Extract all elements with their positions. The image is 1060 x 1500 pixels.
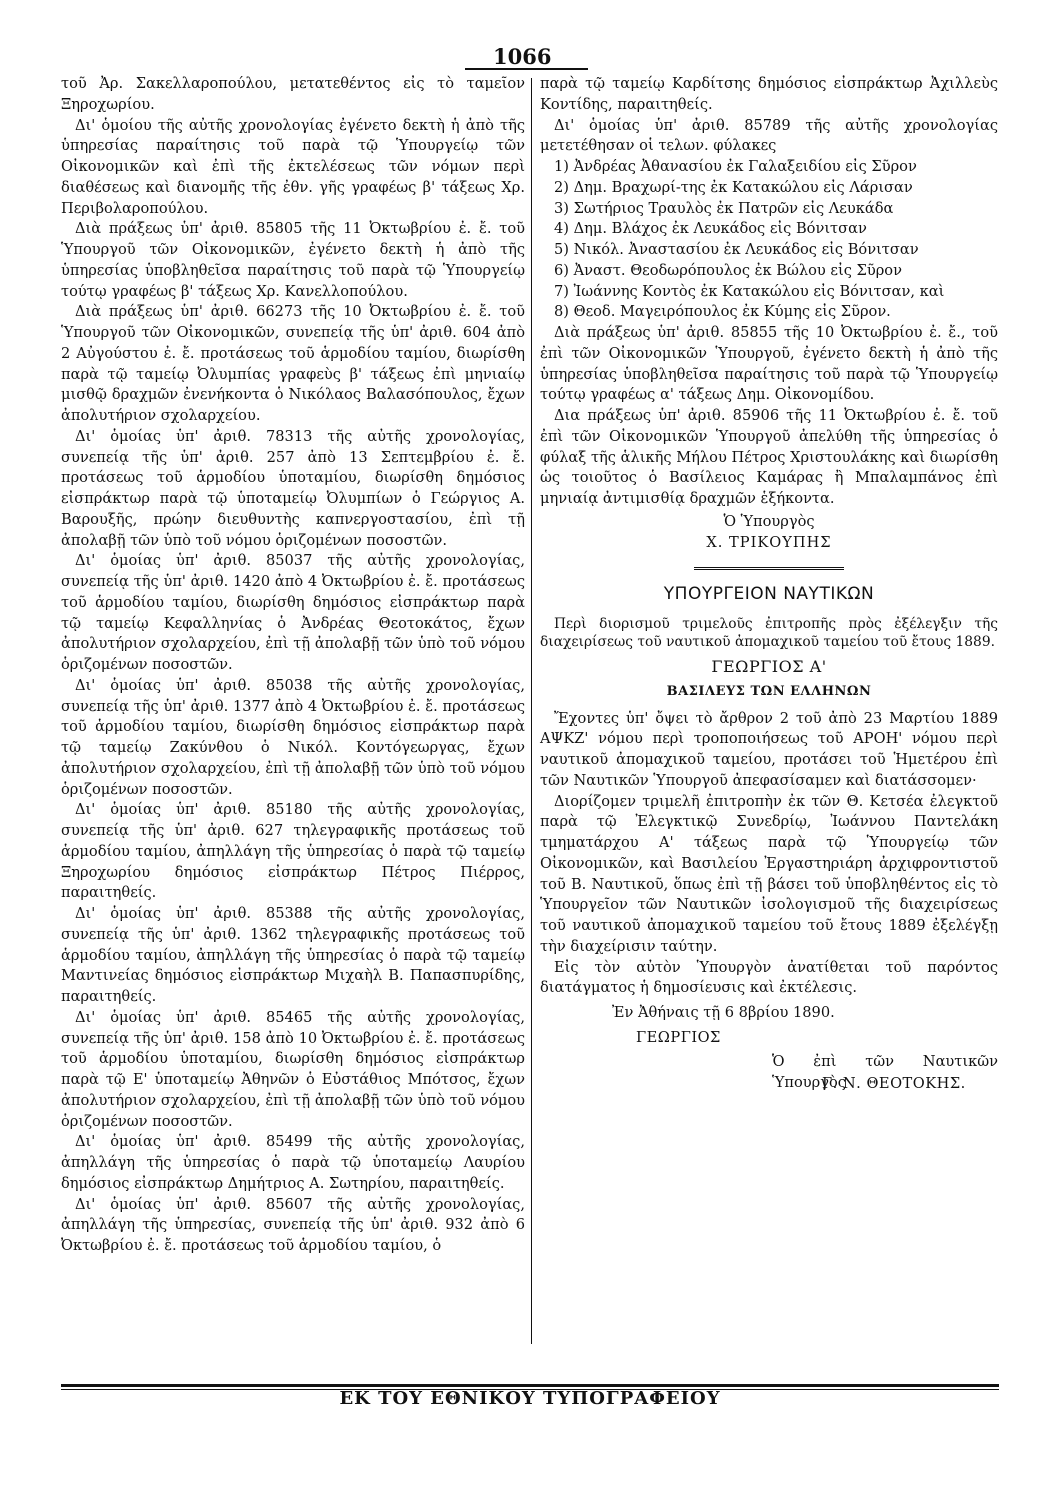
section-separator <box>694 567 844 570</box>
paragraph: Δια πράξεως ὑπ' ἀριθ. 85906 τῆς 11 Ὀκτωβρίου ἐ. ἔ. τοῦ ἐπὶ τῶν Οἰκονομικῶν Ὑπουργοῦ ἀπελύθη τῆς ὑπηρεσίας ὁ φύλαξ τῆς ἁλικῆς Μήλου Πέτρος Χριστουλάκης καὶ διωρίσθη ὡς τοιοῦτος ὁ Βασίλειος Καμάρας ἢ Μπαλαμπάνος ἐπὶ μηνιαίᾳ ἀντιμισθίᾳ δραχμῶν ἑξήκοντα. <box>540 407 998 507</box>
left-column <box>61 74 525 1257</box>
printer-imprint: ΕΚ ΤΟΥ ΕΘΝΙΚΟΥ ΤΥΠΟΓΡΑΦΕΙΟΥ <box>339 1388 721 1409</box>
column-divider <box>531 78 532 1344</box>
page-number: 1066 <box>493 44 552 69</box>
paragraph: Διὰ πράξεως ὑπ' ἀριθ. 66273 τῆς 10 Ὀκτωβρίου ἐ. ἔ. τοῦ Ὑπουργοῦ τῶν Οἰκονομικῶν, συνεπείᾳ τῆς ὑπ' ἀριθ. 604 ἀπὸ 2 Αὐγούστου ἐ. ἔ. προτάσεως τοῦ ἁρμοδίου ταμίου, διωρίσθη παρὰ τῷ ταμείῳ Ὀλυμπίας γραφεὺς β' τάξεως ἐπὶ μηνιαίῳ μισθῷ δραχμῶν ἐνενήκοντα ὁ Νικόλαος Βαλασόπουλος, ἔχων ἀπολυτήριον σχολαρχείου. <box>61 303 525 424</box>
ministry-heading: ΥΠΟΥΡΓΕΙΟΝ ΝΑΥΤΙΚΩΝ <box>663 584 875 605</box>
paragraph: Ἔχοντες ὑπ' ὄψει τὸ ἄρθρον 2 τοῦ ἀπὸ 23 Μαρτίου 1889 ΑΨΚΖ' νόμου περὶ τροποποιήσεως τοῦ ΑΡΟΗ' νόμου περὶ ναυτικοῦ ἀπομαχικοῦ ταμείου, προτάσει τοῦ Ἡμετέρου ἐπὶ τῶν Ναυτικῶν Ὑπουργοῦ ἀπεφασίσαμεν καὶ διατάσσομεν· <box>540 709 998 789</box>
king-title: ΒΑΣΙΛΕΥΣ ΤΩΝ ΕΛΛΗΝΩΝ <box>666 683 872 699</box>
list-item: 6) Ἀναστ. Θεοδωρόπουλος ἐκ Βώλου εἰς Σῦρον <box>554 261 902 279</box>
paragraph: Δι' ὁμοίας ὑπ' ἀριθ. 78313 τῆς αὐτῆς χρονολογίας, συνεπείᾳ τῆς ὑπ' ἀριθ. 257 ἀπὸ 13 Σεπτεμβρίου ἐ. ἔ. προτάσεως τοῦ ἁρμοδίου ὑποταμίου, διωρίσθη δημόσιος εἰσπράκτωρ παρὰ τῷ ὑποταμείῳ Ὀλυμπίων ὁ Γεώργιος Α. Βαρουξῆς, πρώην διευθυντὴς καπνεργοστασίου, ἐπὶ τῇ ἀπολαβῇ τῶν ὑπὸ τοῦ νόμου ὁριζομένων ποσοστῶν. <box>61 427 525 549</box>
decree-subject: Περὶ διορισμοῦ τριμελοῦς ἐπιτροπῆς πρὸς ἐξέλεγξιν τῆς διαχειρίσεως τοῦ ναυτικοῦ ἀπομαχικοῦ ταμείου τοῦ ἔτους 1889. <box>540 616 998 650</box>
minister-name: Χ. ΤΡΙΚΟΥΠΗΣ <box>706 533 832 551</box>
list-item: 1) Ἀνδρέας Ἀθανασίου ἐκ Γαλαξειδίου εἰς Σῦρον <box>554 158 917 175</box>
header-rule <box>465 68 588 70</box>
list-item: 5) Νικόλ. Ἀναστασίου ἐκ Λευκάδος εἰς Βόνιτσαν <box>554 241 919 258</box>
paragraph: Διὰ πράξεως ὑπ' ἀριθ. 85805 τῆς 11 Ὀκτωβρίου ἐ. ἔ. τοῦ Ὑπουργοῦ τῶν Οἰκονομικῶν, ἐγένετο δεκτὴ ἡ ἀπὸ τῆς ὑπηρεσίας ὑποβληθεῖσα παραίτησις τοῦ παρὰ τῷ Ὑπουργείῳ τούτῳ γραφέως β' τάξεως Χρ. Κανελλοπούλου. <box>61 220 525 300</box>
king-name: ΓΕΩΡΓΙΟΣ Α' <box>711 657 827 676</box>
paragraph: Διορίζομεν τριμελῆ ἐπιτροπὴν ἐκ τῶν Θ. Κετσέα ἐλεγκτοῦ παρὰ τῷ Ἐλεγκτικῷ Συνεδρίῳ, Ἰωάννου Παντελάκη τμηματάρχου Α' τάξεως παρὰ τῷ Ὑπουργείῳ τῶν Οἰκονομικῶν, καὶ Βασιλείου Ἐργαστηριάρη ἀρχιφροντιστοῦ τοῦ Β. Ναυτικοῦ, ὅπως ἐπὶ τῇ βάσει τοῦ ὑποβληθέντος εἰς τὸ Ὑπουργεῖον τῶν Ναυτικῶν ἰσολογισμοῦ τῆς διαχειρίσεως τοῦ ναυτικοῦ ἀπομαχικοῦ ταμείου τοῦ ἔτους 1889 ἐξελέγξῃ τὴν διαχείρισιν ταύτην. <box>540 792 998 955</box>
paragraph: Διὰ πράξεως ὑπ' ἀριθ. 85855 τῆς 10 Ὀκτωβρίου ἐ. ἔ., τοῦ ἐπὶ τῶν Οἰκονομικῶν Ὑπουργοῦ, ἐγένετο δεκτὴ ἡ ἀπὸ τῆς ὑπηρεσίας ὑποβληθεῖσα παραίτησις τοῦ παρὰ τῷ Ὑπουργείῳ τούτῳ γραφέως α' τάξεως Δημ. Οἰκονομίδου. <box>540 324 998 404</box>
right-column <box>540 74 998 1100</box>
footer-rule <box>61 1384 999 1387</box>
paragraph: Δι' ὁμοίας ὑπ' ἀριθ. 85499 τῆς αὐτῆς χρονολογίας, ἀπηλλάγη τῆς ὑπηρεσίας ὁ παρὰ τῷ ὑποταμείῳ Λαυρίου δημόσιος εἰσπράκτωρ Δημήτριος Α. Σωτηρίου, παραιτηθείς. <box>61 1133 525 1192</box>
signature-role: Ὁ ἐπὶ τῶν Ναυτικῶν Ὑπουργὸς <box>772 1052 998 1091</box>
list-item: 8) Θεοδ. Μαγειρόπουλος ἐκ Κύμης εἰς Σῦρον. <box>554 303 891 321</box>
paragraph: Εἰς τὸν αὐτὸν Ὑπουργὸν ἀνατίθεται τοῦ παρόντος διατάγματος ἡ δημοσίευσις καὶ ἐκτέλεσις. <box>540 958 998 997</box>
paragraph: Δι' ὁμοίας ὑπ' ἀριθ. 85037 τῆς αὐτῆς χρονολογίας, συνεπείᾳ τῆς ὑπ' ἀριθ. 1420 ἀπὸ 4 Ὀκτωβρίου ἐ. ἔ. προτάσεως τοῦ ἁρμοδίου ταμίου, διωρίσθη δημόσιος εἰσπράκτωρ παρὰ τῷ ταμείῳ Κεφαλληνίας ὁ Ἀνδρέας Θεοτοκάτος, ἔχων ἀπολυτήριον σχολαρχείου, ἐπὶ τῇ ἀπολαβῇ τῶν ὑπὸ τοῦ νόμου ὁριζομένων ποσοστῶν. <box>61 552 525 673</box>
list-item: 2) Δημ. Βραχωρί-της ἐκ Κατακώλου εἰς Λάρισαν <box>554 178 913 196</box>
signature-name: Γ. Ν. ΘΕΟΤΟΚΗΣ. <box>822 1074 966 1092</box>
transfer-intro: Δι' ὁμοίας ὑπ' ἀριθ. 85789 τῆς αὐτῆς χρονολογίας μετετέθησαν οἱ τελων. φύλακες <box>540 116 998 155</box>
paragraph: παρὰ τῷ ταμείῳ Καρδίτσης δημόσιος εἰσπράκτωρ Ἀχιλλεὺς Κοντίδης, παραιτηθείς. <box>540 75 998 113</box>
paragraph: Δι' ὁμοίας ὑπ' ἀριθ. 85607 τῆς αὐτῆς χρονολογίας, ἀπηλλάγη τῆς ὑπηρεσίας, συνεπείᾳ τῆς ὑπ' ἀριθ. 932 ἀπὸ 6 Ὀκτωβρίου ἐ. ἔ. προτάσεως τοῦ ἁρμοδίου ταμίου, ὁ <box>61 1195 525 1254</box>
list-item: 4) Δημ. Βλάχος ἐκ Λευκάδος εἰς Βόνιτσαν <box>554 220 867 238</box>
minister-title: Ὁ Ὑπουργὸς <box>723 512 815 530</box>
paragraph: Δι' ὁμοίας ὑπ' ἀριθ. 85180 τῆς αὐτῆς χρονολογίας, συνεπείᾳ τῆς ὑπ' ἀριθ. 627 τηλεγραφικῆς προτάσεως τοῦ ἁρμοδίου ταμίου, ἀπηλλάγη τῆς ὑπηρεσίας ὁ παρὰ τῷ ταμείῳ Ξηροχωρίου δημόσιος εἰσπράκτωρ Πέτρος Πιέρρος, παραιτηθείς. <box>61 801 525 902</box>
list-item: 7) Ἰωάννης Κοντὸς ἐκ Κατακώλου εἰς Βόνιτσαν, καὶ <box>554 282 945 300</box>
signature-block <box>540 1028 998 1100</box>
paragraph: Δι' ὁμοίας ὑπ' ἀριθ. 85388 τῆς αὐτῆς χρονολογίας, συνεπείᾳ τῆς ὑπ' ἀριθ. 1362 τηλεγραφικῆς προτάσεως τοῦ ἁρμοδίου ταμίου, ἀπηλλάγη τῆς ὑπηρεσίας ὁ παρὰ τῷ ταμείῳ Μαντινείας δημόσιος εἰσπράκτωρ Μιχαὴλ Β. Παπασπυρίδης, παραιτηθείς. <box>61 905 525 1005</box>
signature-king: ΓΕΩΡΓΙΟΣ <box>636 1028 721 1046</box>
paragraph: τοῦ Ἀρ. Σακελλαροπούλου, μετατεθέντος εἰς τὸ ταμεῖον Ξηροχωρίου. <box>61 75 525 113</box>
place-date: Ἐν Ἀθήναις τῇ 6 8βρίου 1890. <box>612 1004 835 1021</box>
paragraph: Δι' ὁμοίας ὑπ' ἀριθ. 85038 τῆς αὐτῆς χρονολογίας, συνεπείᾳ τῆς ὑπ' ἀριθ. 1377 ἀπὸ 4 Ὀκτωβρίου ἐ. ἔ. προτάσεως τοῦ ἁρμοδίου ταμίου, διωρίσθη δημόσιος εἰσπράκτωρ παρὰ τῷ ταμείῳ Ζακύνθου ὁ Νικόλ. Κοντόγεωργας, ἔχων ἀπολυτήριον σχολαρχείου, ἐπὶ τῇ ἀπολαβῇ τῶν ὑπὸ τοῦ νόμου ὁριζομένων ποσοστῶν. <box>61 676 525 798</box>
paragraph: Δι' ὁμοίου τῆς αὐτῆς χρονολογίας ἐγένετο δεκτὴ ἡ ἀπὸ τῆς ὑπηρεσίας παραίτησις τοῦ παρὰ τῷ Ὑπουργείῳ τῶν Οἰκονομικῶν καὶ ἐπὶ τῆς ἐκτελέσεως τῶν νόμων περὶ διαθέσεως καὶ διανομῆς τῆς ἐθν. γῆς γραφέως β' τάξεως Χρ. Περιβολαροπούλου. <box>61 116 525 217</box>
list-item: 3) Σωτήριος Τραυλὸς ἐκ Πατρῶν εἰς Λευκάδα <box>554 199 894 217</box>
paragraph: Δι' ὁμοίας ὑπ' ἀριθ. 85465 τῆς αὐτῆς χρονολογίας, συνεπείᾳ τῆς ὑπ' ἀριθ. 158 ἀπὸ 10 Ὀκτωβρίου ἐ. ἔ. προτάσεως τοῦ ἁρμοδίου ὑποταμίου, διωρίσθη δημόσιος εἰσπράκτωρ παρὰ τῷ Ε' ὑποταμείῳ Ἀθηνῶν ὁ Εὐστάθιος Μπότσος, ἔχων ἀπολυτήριον σχολαρχείου, ἐπὶ τῇ ἀπολαβῇ τῶν ὑπὸ τοῦ νόμου ὁριζομένων ποσοστῶν. <box>61 1008 525 1130</box>
